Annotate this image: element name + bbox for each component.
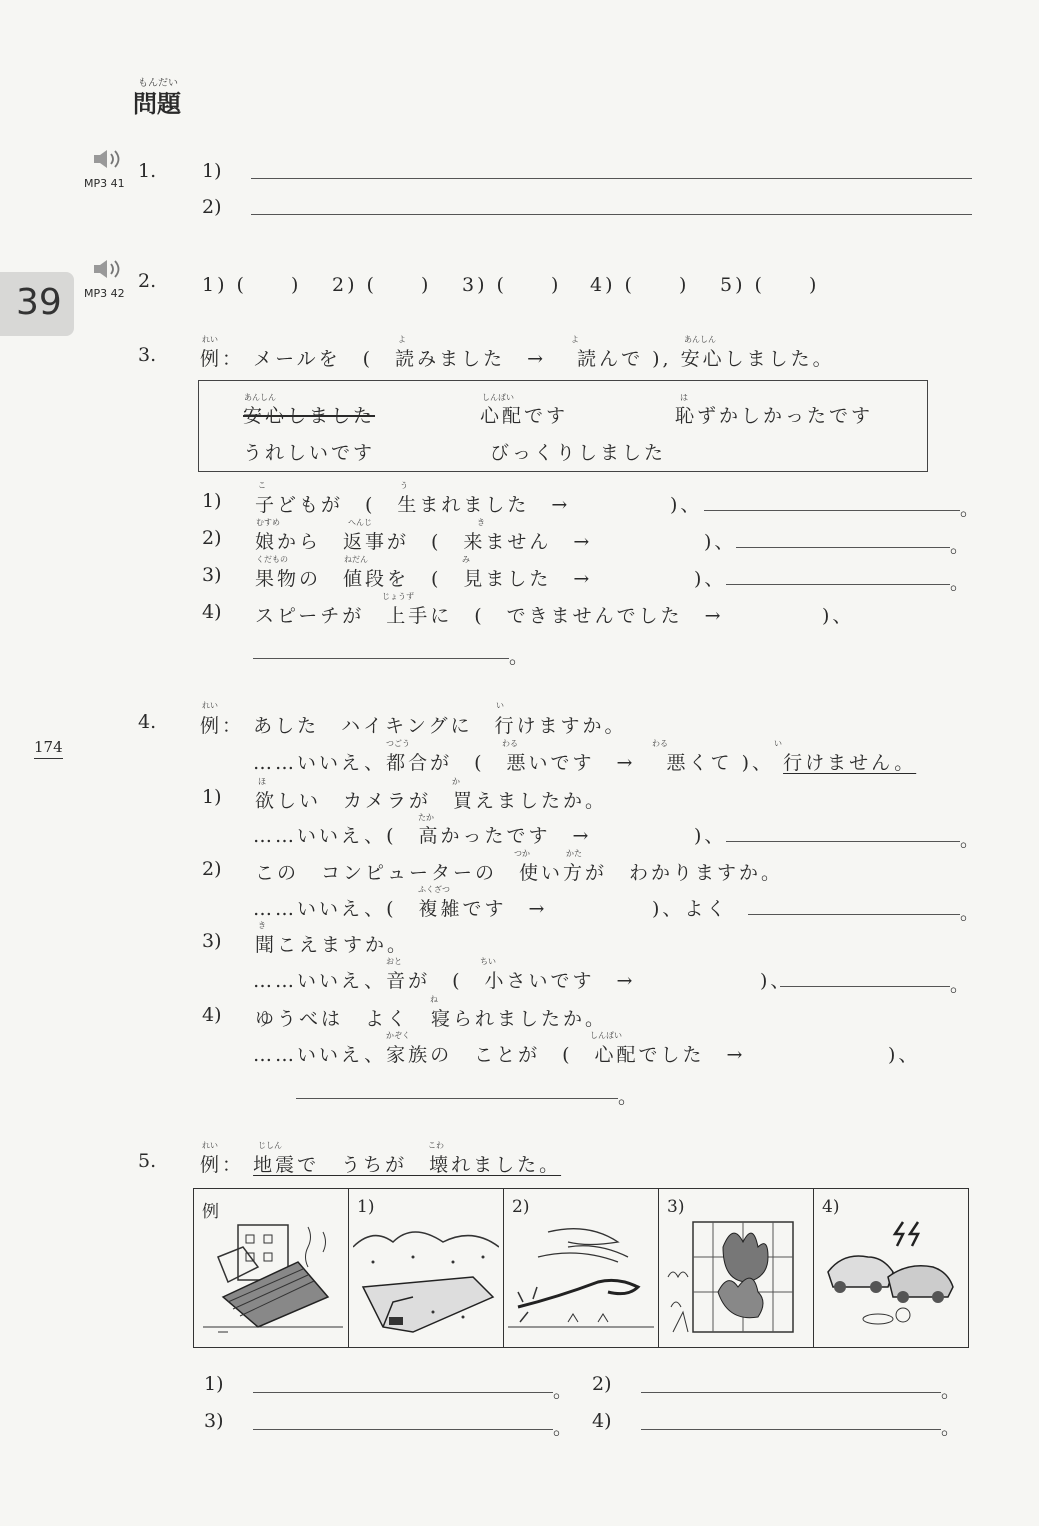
answer-line[interactable] [726,841,960,842]
period: 。 [960,498,980,520]
choice-word: うれしいです [243,442,376,464]
fallen-tree-wind-icon [508,1217,654,1341]
item-number: 3) [202,564,222,586]
item-number: 1) [202,490,222,512]
ruby: しんぱい [482,393,514,402]
title-ruby: もんだい [138,78,178,89]
answer-line[interactable] [748,914,960,915]
ruby: う [400,481,408,490]
ruby: むすめ [256,518,280,527]
item-question: この コンピューターの 使い方が わかりますか。 [255,862,784,884]
ruby: れい [202,335,218,344]
answer-line[interactable] [726,584,950,585]
answer-line[interactable] [736,547,950,548]
panel-fire [659,1189,814,1347]
collapsed-house-icon [198,1217,344,1341]
item-number: 3) [202,930,222,952]
ruby: は [680,393,688,402]
item-number: 4) [592,1410,612,1432]
page-title: 問題 [133,90,181,118]
item-number: 1) [202,786,222,808]
period: 。 [618,1086,638,1108]
period: 。 [941,1380,961,1402]
period: 。 [941,1417,961,1439]
ruby: ふくざつ [418,885,450,894]
ruby: へんじ [348,518,372,527]
item-text: 子どもが ( 生まれました → [255,494,571,516]
example-label: 例： [200,1154,245,1176]
example-answer-text: ……いいえ、都合が ( 悪いです → [253,752,658,774]
item-text: 果物の 値段を ( 見ました → [255,568,593,590]
example-answer: 悪くて [666,752,733,774]
period: 。 [950,974,970,996]
ruby: わる [652,739,668,748]
audio-track-label: MP3 41 [84,177,125,190]
choice-slot[interactable]: 2) ( ) [332,274,432,296]
panel-snowy-train [349,1189,504,1347]
ruby: ちい [480,957,496,966]
ruby: よ [398,335,406,344]
answer-line[interactable] [704,510,960,511]
answer-line[interactable] [253,1429,553,1430]
period: 。 [960,902,980,924]
ruby: い [496,701,504,710]
item-number: 3) [204,1410,224,1432]
item-text: スピーチが 上手に ( できませんでした → [255,605,724,627]
choice-word: 心配です [480,405,569,427]
period: 。 [553,1417,573,1439]
item-answer: ……いいえ、家族の ことが ( 心配でした → [253,1044,746,1066]
building-fire-icon [663,1217,809,1341]
answer-line[interactable] [251,214,972,215]
item-number: 4) [202,601,222,623]
period: 。 [960,829,980,851]
item-text: )、 [694,568,727,590]
item-answer: ……いいえ、( 複雑です → [253,898,548,920]
panel-car-accident [814,1189,968,1347]
example-answer: 読んで [577,348,644,370]
ruby: き [477,518,485,527]
panel-label: 3) [667,1197,685,1217]
ruby: じょうず [382,592,414,601]
choice-word-used: 安心しました [243,405,376,427]
panel-typhoon [504,1189,659,1347]
item-text: 娘から 返事が ( 来ません → [255,531,593,553]
answer-line[interactable] [253,658,509,659]
item-answer: ……いいえ、( 高かったです → [253,825,592,847]
ruby: かぞく [386,1031,410,1040]
answer-line[interactable] [641,1429,941,1430]
ruby: い [774,739,782,748]
example-text: ), [652,348,672,370]
page-number: 174 [34,738,63,759]
ruby: ね [430,995,438,1004]
ruby: れい [202,1141,218,1150]
question-number: 4. [138,711,157,733]
item-text: )、 [888,1044,921,1066]
period: 。 [509,646,529,668]
panel-example-earthquake [194,1189,349,1347]
ruby: こわ [428,1141,444,1150]
item-number: 4) [202,1004,222,1026]
choice-word: 恥ずかしかったです [675,405,874,427]
choice-word: びっくりしました [490,442,667,464]
item-number: 2) [202,858,222,880]
ruby: き [258,921,266,930]
item-number: 2) [592,1373,612,1395]
question-number: 1. [138,160,157,182]
item-number: 2) [202,196,222,218]
item-text: )、 [670,494,703,516]
car-crash-icon [818,1217,964,1341]
ruby: あんしん [244,393,276,402]
speaker-icon[interactable] [92,258,132,284]
item-question: 欲しい カメラが 買えましたか。 [255,790,608,812]
speaker-icon[interactable] [92,148,132,174]
panel-label: 2) [512,1197,530,1217]
example-label: 例： [200,348,245,370]
ruby: か [452,777,460,786]
ruby: しんぱい [590,1031,622,1040]
ruby: つか [514,849,530,858]
ruby: たか [418,813,434,822]
ruby: つごう [386,739,410,748]
ruby: よ [571,335,579,344]
question-number: 2. [138,270,157,292]
example-answer-text: )、 [741,752,775,774]
item-text: )、 [704,531,737,553]
item-text: )、よく [652,898,729,920]
ruby: かた [566,849,582,858]
choice-slot[interactable]: 4) ( ) [590,274,690,296]
example-text: メールを ( 読みました → [253,348,569,370]
period: 。 [950,535,970,557]
train-in-snow-icon [353,1217,499,1341]
answer-line[interactable] [296,1098,618,1099]
ruby: じしん [258,1141,282,1150]
ruby: くだもの [256,555,288,564]
answer-line[interactable] [780,986,950,987]
illustration-strip [193,1188,969,1348]
item-answer: ……いいえ、音が ( 小さいです → [253,970,636,992]
example-sentence: 地震で うちが 壊れました。 [253,1154,562,1176]
period: 。 [553,1380,573,1402]
answer-line[interactable] [641,1392,941,1393]
ruby: ねだん [344,555,368,564]
example-answer-underlined: 行けません。 [783,752,917,774]
ruby: わる [502,739,518,748]
item-question: ゆうべは よく 寝られましたか。 [255,1008,608,1030]
answer-line[interactable] [251,178,972,179]
audio-track-label: MP3 42 [84,287,125,300]
item-number: 1) [202,160,222,182]
item-number: 1) [204,1373,224,1395]
choice-slot[interactable]: 5) ( ) [720,274,820,296]
choice-slot[interactable]: 1) ( ) [202,274,302,296]
question-number: 3. [138,344,157,366]
ruby: れい [202,701,218,710]
question-number: 5. [138,1150,157,1172]
example-question: あした ハイキングに 行けますか。 [253,715,627,737]
period: 。 [950,572,970,594]
example-label: 例： [200,715,245,737]
ruby: おと [386,957,402,966]
ruby: ほ [258,777,266,786]
panel-label: 4) [822,1197,840,1217]
answer-line[interactable] [253,1392,553,1393]
item-text: )、 [760,970,793,992]
ruby: あんしん [684,335,716,344]
item-number: 2) [202,527,222,549]
item-question: 聞こえますか。 [255,934,410,956]
ruby: み [462,555,470,564]
item-text: )、 [822,605,855,627]
chapter-number: 39 [16,282,62,323]
ruby: こ [258,481,266,490]
panel-label: 例 [202,1202,219,1222]
panel-label: 1) [357,1197,375,1217]
choice-slot[interactable]: 3) ( ) [462,274,562,296]
item-text: )、 [694,825,727,847]
example-text: 安心しました。 [680,348,835,370]
